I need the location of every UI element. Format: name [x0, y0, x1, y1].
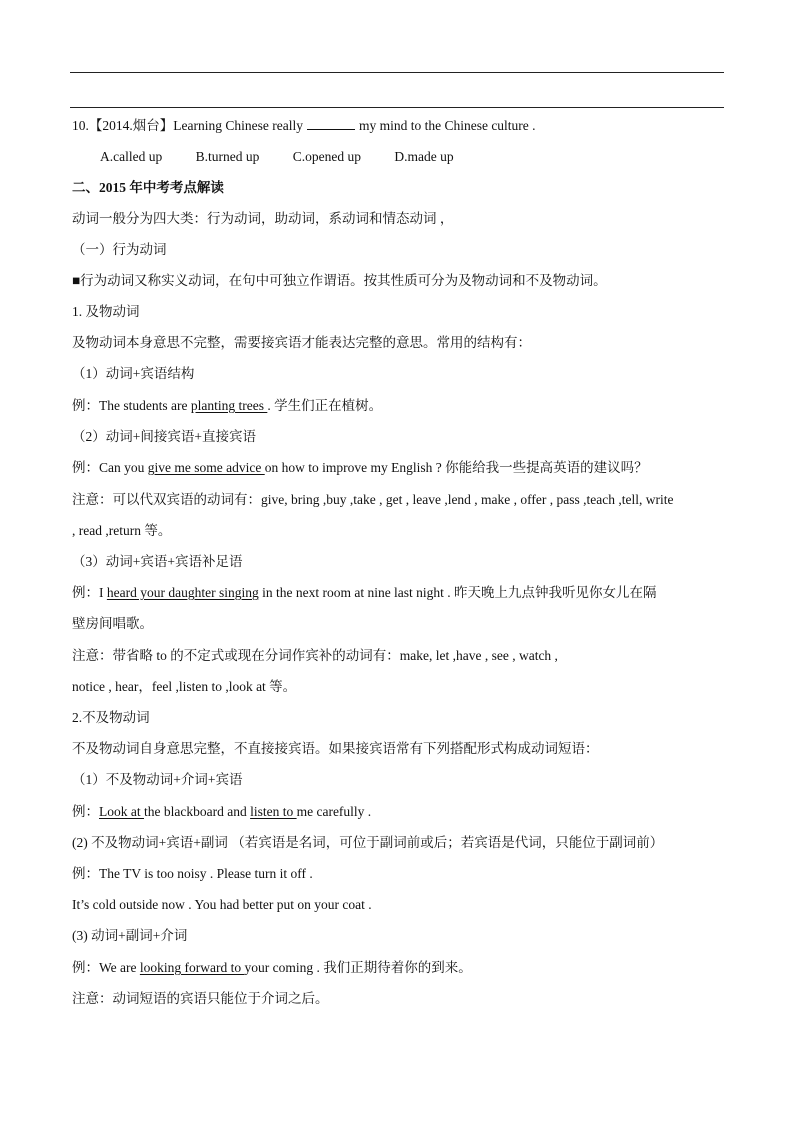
answer-blank[interactable]: [307, 117, 355, 130]
underlined-phrase: Look at: [99, 804, 144, 819]
example-text: 例：Can you: [72, 460, 148, 475]
structure-heading: (2) 不及物动词+宾语+副词 （若宾语是名词，可位于副词前或后；若宾语是代词，只能位于副词前）: [72, 835, 664, 850]
example-line: 壁房间唱歌。: [72, 616, 153, 631]
question-stem-after: my mind to the Chinese culture .: [358, 118, 536, 133]
paragraph-line: 不及物动词自身意思完整，不直接接宾语。如果接宾语常有下列搭配形式构成动词短语：: [72, 741, 599, 756]
example-line: 例：The TV is too noisy . Please turn it off .: [72, 866, 313, 881]
example-text: 例：: [72, 804, 99, 819]
question-stem-before: Learning Chinese really: [173, 118, 303, 133]
option-b[interactable]: B.turned up: [195, 149, 260, 164]
underlined-phrase: heard your daughter singing: [106, 585, 259, 600]
paragraph-line: ■行为动词又称实义动词，在句中可独立作谓语。按其性质可分为及物动词和不及物动词。: [72, 273, 607, 288]
subheading: 2.不及物动词: [72, 710, 150, 725]
example-line: [72, 397, 382, 415]
structure-heading: （2）动词+间接宾语+直接宾语: [72, 429, 256, 444]
example-text: on how to improve my English ? 你能给我一些提高英语的建议吗？: [264, 460, 648, 475]
option-c[interactable]: C.opened up: [292, 149, 361, 164]
option-d[interactable]: D.made up: [394, 149, 454, 164]
note-line: notice , hear，feel ,listen to ,look at 等。: [72, 679, 297, 694]
paragraph-line: 及物动词本身意思不完整，需要接宾语才能表达完整的意思。常用的结构有：: [72, 335, 531, 350]
subheading: （一）行为动词: [72, 242, 167, 257]
structure-heading: （1）不及物动词+介词+宾语: [72, 772, 243, 787]
top-rule-2: [70, 107, 724, 108]
top-rule-1: [70, 72, 724, 73]
note-line: 注意：可以代双宾语的动词有：give, bring ,buy ,take , get , leave ,lend , make , offer , pass ,teach ,tell, write: [72, 492, 674, 507]
example-text: me carefully .: [296, 804, 372, 819]
example-text: the blackboard and: [144, 804, 251, 819]
note-line: , read ,return 等。: [72, 523, 172, 538]
underlined-phrase: looking forward to: [139, 960, 245, 975]
example-text: your coming . 我们正期待着你的到来。: [244, 960, 472, 975]
example-text: 例：The students are: [72, 398, 191, 413]
question-number: 10.: [72, 118, 89, 133]
section-heading: 二、2015 年中考考点解读: [72, 180, 224, 195]
example-line: [72, 459, 648, 477]
option-a[interactable]: A.called up: [100, 149, 163, 164]
note-line: 注意：带省略 to 的不定式或现在分词作宾补的动词有：make, let ,have , see , watch ,: [72, 648, 558, 663]
structure-heading: （3）动词+宾语+宾语补足语: [72, 554, 243, 569]
example-text: 例：We are: [72, 960, 140, 975]
example-text: . 学生们正在植树。: [267, 398, 383, 413]
example-line: [72, 803, 371, 821]
question-source: 【2014.烟台】: [88, 118, 174, 133]
example-line: It’s cold outside now . You had better put on your coat .: [72, 897, 372, 912]
example-text: in the next room at nine last night . 昨天晚上九点钟我听见你女儿在隔: [258, 585, 657, 600]
question-options: [100, 148, 484, 166]
question-10: [72, 117, 536, 135]
underlined-phrase: give me some advice: [147, 460, 265, 475]
example-line: [72, 959, 472, 977]
subheading: 1. 及物动词: [72, 304, 140, 319]
underlined-phrase: listen to: [250, 804, 297, 819]
example-text: 例：I: [72, 585, 107, 600]
paragraph-line: 动词一般分为四大类：行为动词，助动词，系动词和情态动词 ，: [72, 211, 454, 226]
structure-heading: (3) 动词+副词+介词: [72, 928, 188, 943]
structure-heading: （1）动词+宾语结构: [72, 366, 195, 381]
underlined-phrase: planting trees: [190, 398, 268, 413]
example-line: [72, 584, 657, 602]
note-line: 注意：动词短语的宾语只能位于介词之后。: [72, 991, 329, 1006]
